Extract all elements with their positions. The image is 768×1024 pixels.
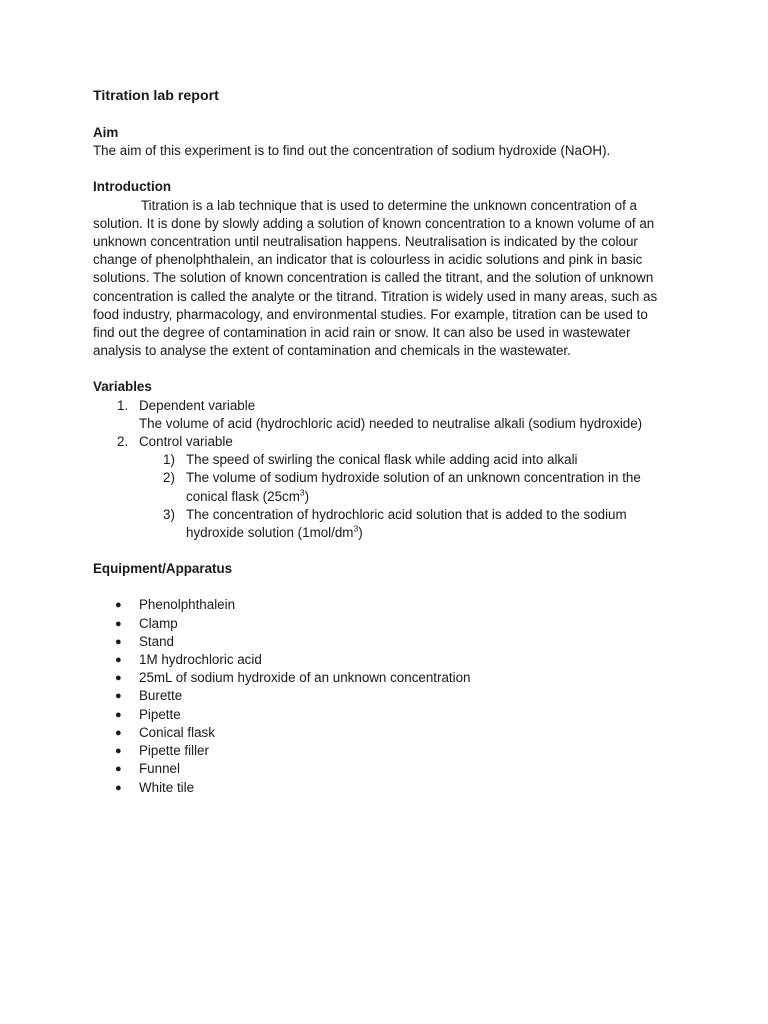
equipment-list — [93, 596, 673, 796]
equipment-item — [93, 669, 673, 687]
document-page — [93, 86, 673, 797]
control-variable-text: The volume of sodium hydroxide solution of an unknown concentration in the conical flask (25cm — [186, 470, 641, 504]
equipment-item-label: Clamp — [139, 615, 178, 631]
introduction-section — [93, 178, 673, 360]
bullet-icon: ● — [115, 763, 122, 776]
variables-list — [93, 397, 673, 543]
superscript: 3 — [353, 523, 359, 534]
bullet-icon: ● — [115, 599, 122, 612]
control-variable-item — [93, 433, 673, 542]
equipment-item-label: Pipette — [139, 706, 181, 722]
equipment-item — [93, 760, 673, 778]
bullet-icon: ● — [115, 726, 122, 739]
equipment-item-label: Stand — [139, 633, 174, 649]
equipment-item-label: 1M hydrochloric acid — [139, 652, 262, 668]
equipment-section — [93, 560, 673, 796]
introduction-text: Titration is a lab technique that is used to determine the unknown concentration of a solution. It is done by slowly adding a solution of known concentration to a known volume of an unknown concentration until neutralisation happens. Neutralisation is indicated by the colour change of phenolphthalein, an indicator that is colourless in acidic solutions and pink in basic solutions. The solution of known concentration is called the titrant, and the solution of unknown concentration is called the analyte or the titrand. Titration is widely used in many areas, such as food industry, pharmacology, and environmental studies. For example, titration can be used to find out the degree of contamination in acid rain or snow. It can also be used in wastewater analysis to analyse the extent of contamination and chemicals in the wastewater. — [93, 197, 658, 359]
bullet-icon: ● — [115, 708, 122, 721]
equipment-item-label: White tile — [139, 779, 195, 795]
control-variable-text: The speed of swirling the conical flask while adding acid into alkali — [186, 452, 578, 468]
dependent-variable-label: Dependent variable — [139, 397, 256, 413]
aim-text: The aim of this experiment is to find out the concentration of sodium hydroxide (NaOH). — [93, 143, 611, 159]
equipment-item — [93, 742, 673, 760]
equipment-item — [93, 779, 673, 797]
aim-section — [93, 124, 673, 160]
variables-heading: Variables — [93, 379, 152, 395]
equipment-item — [93, 687, 673, 705]
equipment-item — [93, 596, 673, 614]
bullet-icon: ● — [115, 617, 122, 630]
bullet-icon: ● — [115, 635, 122, 648]
equipment-item — [93, 706, 673, 724]
equipment-item-label: Phenolphthalein — [139, 597, 236, 613]
equipment-heading: Equipment/Apparatus — [93, 561, 233, 577]
equipment-item-label: Pipette filler — [139, 743, 209, 759]
list-number: 2) — [163, 470, 175, 486]
bullet-icon: ● — [115, 690, 122, 703]
equipment-item-label: Funnel — [139, 761, 180, 777]
variables-section — [93, 378, 673, 542]
bullet-icon: ● — [115, 745, 122, 758]
bullet-icon: ● — [115, 781, 122, 794]
dependent-variable-item — [93, 397, 673, 433]
equipment-item — [93, 633, 673, 651]
equipment-item — [93, 651, 673, 669]
equipment-item-label: 25mL of sodium hydroxide of an unknown concentration — [139, 670, 471, 686]
aim-heading: Aim — [93, 125, 119, 140]
control-variable-subitem — [139, 506, 673, 542]
list-number: 2. — [117, 434, 129, 450]
list-number: 1. — [117, 397, 129, 413]
bullet-icon: ● — [115, 654, 122, 667]
introduction-heading: Introduction — [93, 179, 172, 195]
superscript: 3 — [299, 487, 305, 498]
equipment-item — [93, 724, 673, 742]
control-variable-list — [139, 451, 673, 542]
control-variable-subitem — [139, 451, 673, 469]
bullet-icon: ● — [115, 672, 122, 685]
equipment-item — [93, 615, 673, 633]
list-number: 1) — [163, 452, 175, 468]
control-variable-tail: ) — [304, 488, 310, 504]
control-variable-label: Control variable — [139, 434, 233, 450]
dependent-variable-description: The volume of acid (hydrochloric acid) needed to neutralise alkali (sodium hydroxide) — [139, 415, 643, 431]
equipment-item-label: Burette — [139, 688, 183, 704]
control-variable-text: The concentration of hydrochloric acid solution that is added to the sodium hydroxide solution (1mol/dm — [186, 506, 627, 541]
control-variable-subitem — [139, 469, 673, 505]
equipment-item-label: Conical flask — [139, 724, 215, 740]
list-number: 3) — [163, 506, 175, 522]
document-title: Titration lab report — [93, 88, 219, 104]
control-variable-tail: ) — [358, 525, 363, 541]
